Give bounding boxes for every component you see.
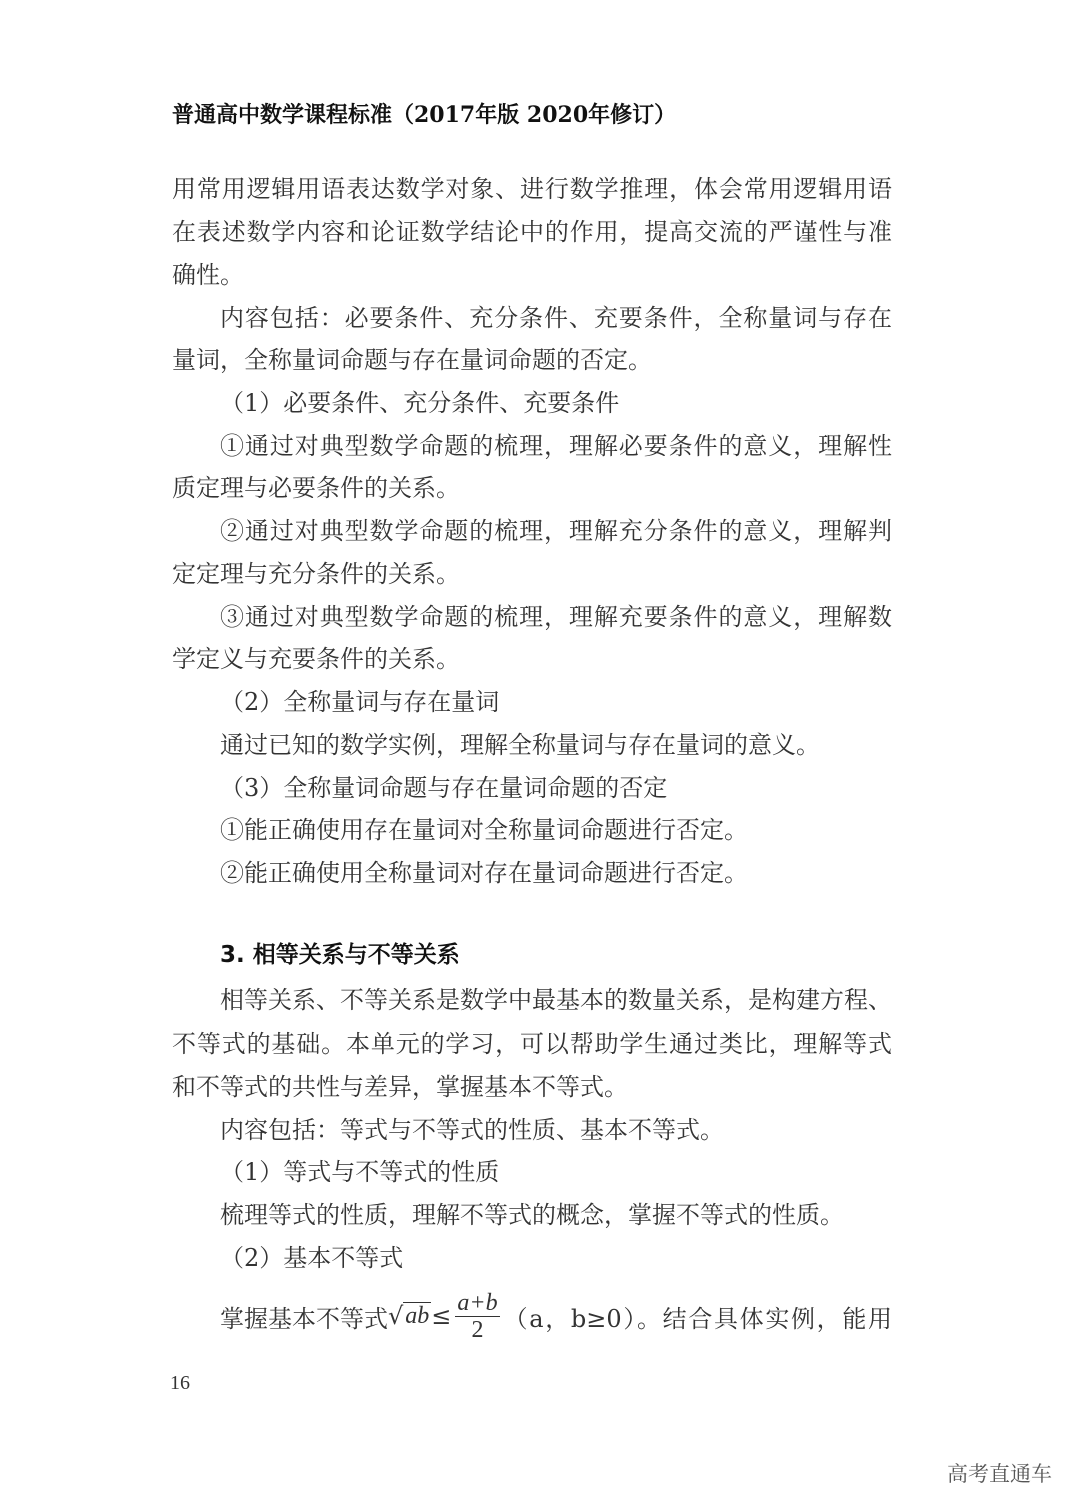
section-heading: 3. 相等关系与不等关系 (220, 942, 460, 968)
paragraph-line: 内容包括：必要条件、充分条件、充要条件，全称量词与存在 (220, 304, 892, 332)
subheading: （3）全称量词命题与存在量词命题的否定 (220, 774, 668, 802)
radical-sign: √ (388, 1302, 404, 1330)
watermark: 高考直通车 (947, 1462, 1052, 1486)
paragraph-line: 用常用逻辑用语表达数学对象、进行数学推理，体会常用逻辑用语 (172, 175, 892, 203)
paragraph-line: 定定理与充分条件的关系。 (172, 560, 460, 588)
subheading: （1）等式与不等式的性质 (220, 1158, 500, 1186)
paragraph-line: 量词，全称量词命题与存在量词命题的否定。 (172, 346, 652, 374)
radicand: ab (405, 1303, 430, 1329)
paragraph-line: 学定义与充要条件的关系。 (172, 645, 460, 673)
paragraph-line: ①能正确使用存在量词对全称量词命题进行否定。 (220, 816, 748, 844)
subheading: （1）必要条件、充分条件、充要条件 (220, 389, 620, 417)
numerator: a+b (457, 1289, 498, 1316)
paragraph-line: 相等关系、不等关系是数学中最基本的数量关系，是构建方程、 (220, 986, 892, 1014)
fraction (455, 1290, 499, 1343)
paragraph-line: ①通过对典型数学命题的梳理，理解必要条件的意义，理解性 (220, 432, 892, 460)
paragraph-line: 在表述数学内容和论证数学结论中的作用，提高交流的严谨性与准 (172, 218, 892, 246)
paragraph-line: 通过已知的数学实例，理解全称量词与存在量词的意义。 (220, 731, 820, 759)
relation-symbol: ≤ (431, 1302, 452, 1330)
denominator: 2 (471, 1316, 484, 1343)
paragraph-line: ②通过对典型数学命题的梳理，理解充分条件的意义，理解判 (220, 517, 892, 545)
formula-condition: （a，b≥0）。结合具体实例，能用 (503, 1304, 892, 1333)
paragraph-line: 不等式的基础。本单元的学习，可以帮助学生通过类比，理解等式 (172, 1030, 892, 1058)
paragraph-line: ②能正确使用全称量词对存在量词命题进行否定。 (220, 859, 748, 887)
page-number: 16 (170, 1372, 190, 1394)
formula-prefix: 掌握基本不等式 (220, 1304, 388, 1333)
square-root (388, 1302, 431, 1330)
paragraph-line: 梳理等式的性质，理解不等式的概念，掌握不等式的性质。 (220, 1201, 844, 1229)
paragraph-line: 和不等式的共性与差异，掌握基本不等式。 (172, 1073, 628, 1101)
paragraph-line: 内容包括：等式与不等式的性质、基本不等式。 (220, 1116, 724, 1144)
formula-line (220, 1288, 892, 1344)
subheading: （2）全称量词与存在量词 (220, 688, 500, 716)
paragraph-line: ③通过对典型数学命题的梳理，理解充要条件的意义，理解数 (220, 603, 892, 631)
paragraph-line: 确性。 (172, 261, 244, 289)
running-header: 普通高中数学课程标准（2017年版 2020年修订） (172, 102, 677, 128)
paragraph-line: 质定理与必要条件的关系。 (172, 474, 460, 502)
subheading: （2）基本不等式 (220, 1244, 404, 1272)
